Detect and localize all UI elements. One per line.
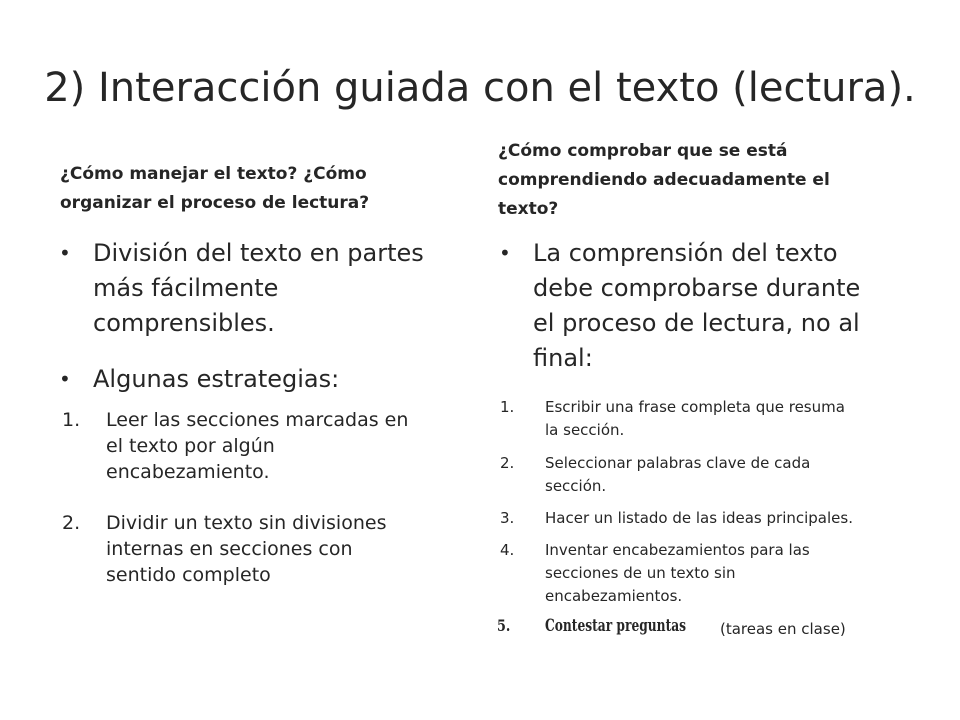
item-line: sección. bbox=[545, 477, 607, 495]
bullet-line: División del texto en partes bbox=[93, 239, 424, 267]
left-heading bbox=[60, 160, 460, 218]
item-5-text: Contestar preguntas bbox=[545, 616, 687, 636]
bullet-line: final: bbox=[533, 344, 593, 372]
right-heading-line: texto? bbox=[498, 199, 559, 219]
item-line: internas en secciones con bbox=[106, 538, 353, 560]
slide-title: 2) Interacción guiada con el texto (lectura). bbox=[44, 65, 916, 111]
bullet-line: La comprensión del texto bbox=[533, 239, 838, 267]
item-line: encabezamientos. bbox=[545, 587, 683, 605]
item-number: 1. bbox=[500, 398, 515, 416]
item-number: 2. bbox=[500, 454, 515, 472]
right-heading-line: ¿Cómo comprobar que se está bbox=[498, 141, 788, 161]
item-line: secciones de un texto sin bbox=[545, 564, 736, 582]
item-number: 4. bbox=[500, 541, 515, 559]
item-line: la sección. bbox=[545, 421, 625, 439]
left-heading-line: organizar el proceso de lectura? bbox=[60, 193, 370, 213]
item-number: 2. bbox=[62, 512, 81, 534]
bullet-line: comprensibles. bbox=[93, 309, 275, 337]
item-line: Leer las secciones marcadas en bbox=[106, 409, 409, 431]
left-bullet-2 bbox=[59, 362, 473, 397]
item-line: encabezamiento. bbox=[106, 461, 270, 483]
right-numbered-item-2 bbox=[500, 452, 915, 498]
item-line: Inventar encabezamientos para las bbox=[545, 541, 810, 559]
bullet-dot: • bbox=[499, 241, 511, 265]
item-number: 5. bbox=[497, 616, 511, 635]
bullet-line: Algunas estrategias: bbox=[93, 365, 340, 393]
left-numbered-item-2 bbox=[62, 510, 466, 588]
left-numbered-item-1 bbox=[62, 407, 466, 485]
bullet-line: el proceso de lectura, no al bbox=[533, 309, 860, 337]
item-line: Hacer un listado de las ideas principales. bbox=[545, 509, 853, 527]
right-heading-line: comprendiendo adecuadamente el bbox=[498, 170, 830, 190]
item-line: Seleccionar palabras clave de cada bbox=[545, 454, 811, 472]
bullet-line: más fácilmente bbox=[93, 274, 279, 302]
bullet-dot: • bbox=[59, 367, 71, 391]
right-numbered-item-4 bbox=[500, 539, 915, 608]
item-line: el texto por algún bbox=[106, 435, 275, 457]
right-numbered-item-1 bbox=[500, 396, 915, 442]
right-numbered-item-3 bbox=[500, 507, 915, 530]
bullet-dot: • bbox=[59, 241, 71, 265]
item-5-note: (tareas en clase) bbox=[720, 620, 846, 638]
left-heading-line: ¿Cómo manejar el texto? ¿Cómo bbox=[60, 164, 367, 184]
item-number: 1. bbox=[62, 409, 81, 431]
right-heading bbox=[498, 137, 898, 224]
item-line: Escribir una frase completa que resuma bbox=[545, 398, 845, 416]
left-bullet-1 bbox=[59, 236, 473, 341]
item-number: 3. bbox=[500, 509, 515, 527]
right-bullet bbox=[499, 236, 913, 376]
item-line: sentido completo bbox=[106, 564, 271, 586]
bullet-line: debe comprobarse durante bbox=[533, 274, 861, 302]
item-line: Dividir un texto sin divisiones bbox=[106, 512, 387, 534]
